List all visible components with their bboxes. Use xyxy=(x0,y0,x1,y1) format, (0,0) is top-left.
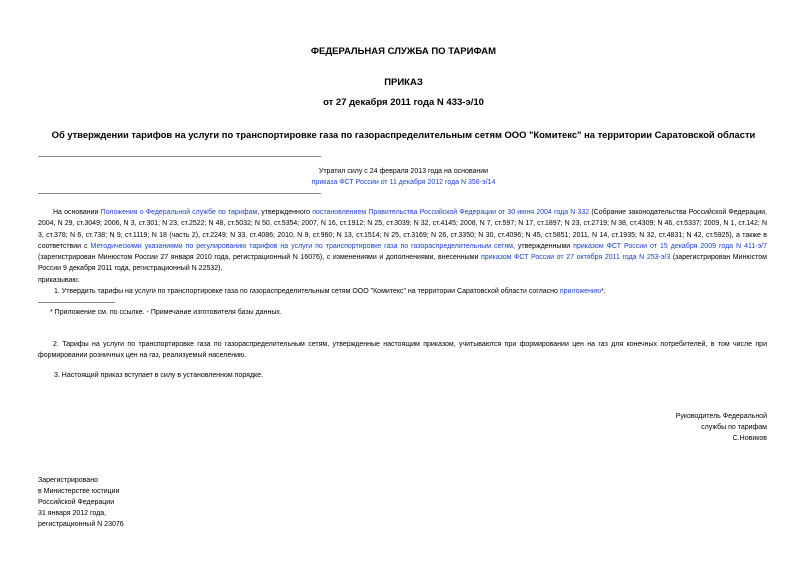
order-item-1-end: *. xyxy=(601,288,606,295)
registration-line: в Министерстве юстиции xyxy=(38,488,120,495)
document-title: Об утверждении тарифов на услуги по транспортировке газа по газораспределительным сетям ООО "Комитекс" на территории Саратовской области xyxy=(51,129,756,140)
status-note-text: Утратил силу с 24 февраля 2013 года на основании xyxy=(318,168,489,175)
registration-line: Российской Федерации xyxy=(38,499,115,506)
bottom-divider xyxy=(38,193,321,194)
preamble-text: , утвержденного xyxy=(257,209,313,216)
agency-heading: ФЕДЕРАЛЬНАЯ СЛУЖБА ПО ТАРИФАМ xyxy=(310,46,497,57)
preamble-text: На основании xyxy=(53,209,101,216)
link-fst-order-411[interactable]: приказом ФСТ России от 15 декабря 2009 года N 411-э/7 xyxy=(573,242,767,250)
preamble-paragraph xyxy=(38,207,767,275)
registration-line: 31 января 2012 года, xyxy=(38,510,107,517)
link-fst-order-253[interactable]: приказом ФСТ России от 27 октября 2011 года N 253-э/3 xyxy=(480,254,671,262)
order-item-2: 2. Тарифы на услуги по транспортировке газа по газораспределительным сетям, утвержденные настоящим приказом, учитываются при формировании цен на газ для конечных потребителей, в том числе при формировании розничных цен на газ, реализуемый населению. xyxy=(38,341,767,360)
prikazyvayu-label: приказываю: xyxy=(38,277,80,284)
link-government-decree[interactable]: постановлением Правительства Российской Федерации от 30 июня 2004 года N 332 xyxy=(312,209,590,216)
preamble-text: (зарегистрирован Минюстом России 9 декабря 2011 года, регистрационный N 22532), xyxy=(38,254,767,273)
order-item-3: 3. Настоящий приказ вступает в силу в установленном порядке. xyxy=(54,372,264,379)
link-methodical-guidelines[interactable]: Методическими указаниями по регулированию тарифов на услуги по транспортировке газа по газораспределительным сетям xyxy=(90,242,513,250)
signature-line: Руководитель Федеральной xyxy=(675,413,767,420)
preamble-text: (Собрание законодательства Российской Федерации, 2004, N 29, ст.3049; 2006, N 3, ст.301; N 23, ст.2522; N 48, ст.5032; N 50, ст.5354; 2007, N 16, ст.1912; N 25, ст.3039; N 32, ст.4145; 2008, N 7, ст.597; N 17, ст.1897; N 23, ст.2719; N 38, ст.4309; N 46, ст.5337; 2009, N 1, ст.142; N 3, ст.378; N 6, ст.738; N 9, ст.1119; N 18 (часть 2), ст.2249; N 33, ст.4086; 2010, N 9, ст.960; N 13, ст.1514; N 25, ст.3169; N 26, ст.3350; N 30, ст.4096; N 45, ст.5851; 2011, N 14, ст.1935; N 32, ст.4831; N 42, ст.5925), а также в соответствии с xyxy=(38,209,767,250)
signature-name: С.Новиков xyxy=(732,435,767,442)
signature-block xyxy=(676,411,767,444)
date-number-heading: от 27 декабря 2011 года N 433-э/10 xyxy=(323,97,484,108)
link-fst-regulation[interactable]: Положения о Федеральной службе по тарифам xyxy=(100,209,258,216)
doc-type-heading: ПРИКАЗ xyxy=(384,77,423,88)
status-note xyxy=(0,166,807,188)
registration-block xyxy=(38,475,124,530)
signature-line: службы по тарифам xyxy=(701,424,767,431)
footnote-divider xyxy=(38,302,115,303)
order-item-1-text: 1. Утвердить тарифы на услуги по транспортировке газа по газораспределительным сетям ООО "Комитекс" на территории Саратовской области согласно xyxy=(54,288,560,295)
registration-line: Зарегистрировано xyxy=(38,477,98,484)
link-appendix[interactable]: приложению xyxy=(559,288,602,295)
preamble-text: (зарегистрирован Минюстом России 27 января 2010 года, регистрационный N 16076), с изменениями и дополнениями, внесенными xyxy=(38,254,481,262)
registration-line: регистрационный N 23076 xyxy=(38,521,124,528)
order-item-1 xyxy=(54,288,606,295)
status-note-link[interactable]: приказа ФСТ России от 11 декабря 2012 года N 358-э/14 xyxy=(311,179,496,186)
footnote: * Приложение см. по ссылке. - Примечание изготовителя базы данных. xyxy=(50,309,282,316)
top-divider xyxy=(38,156,321,157)
preamble-text: , утвержденными xyxy=(512,242,574,250)
